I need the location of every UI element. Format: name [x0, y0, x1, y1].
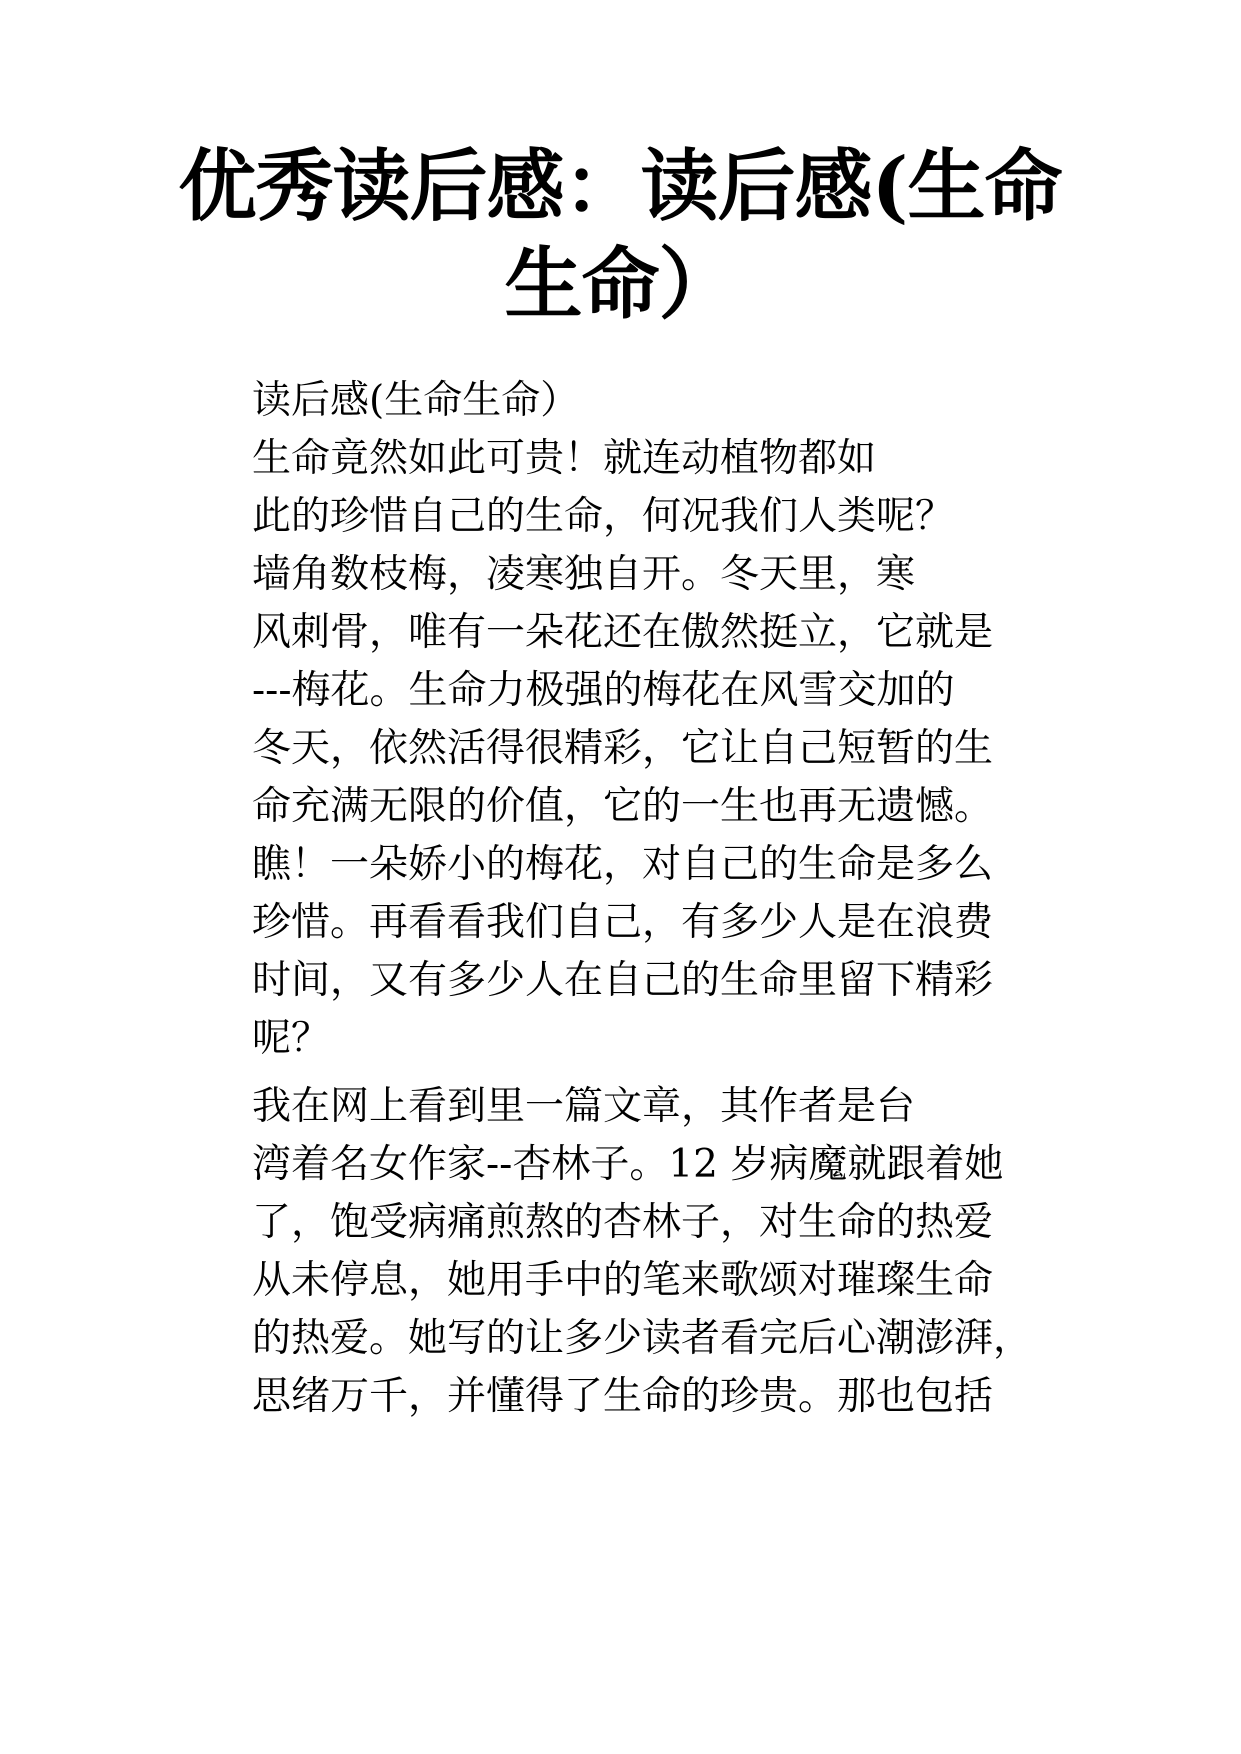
paragraph-line: 的热爱。她写的让多少读者看完后心潮澎湃，	[252, 1316, 1033, 1361]
paragraph-1	[170, 430, 960, 546]
paragraph-line: 风刺骨，唯有一朵花还在傲然挺立，它就是	[252, 610, 994, 655]
paragraph-line: 墙角数枝梅，凌寒独自开。冬天里，寒	[252, 552, 916, 597]
paragraph-line: 时间，又有多少人在自己的生命里留下精彩	[252, 958, 994, 1003]
paragraph-line: 了，饱受病痛煎熬的杏林子，对生命的热爱	[252, 1200, 994, 1245]
paragraph-line: 此的珍惜自己的生命，何况我们人类呢？	[252, 494, 955, 539]
paragraph-line: 呢？	[252, 1016, 331, 1061]
paragraph-line: 我在网上看到里一篇文章，其作者是台	[252, 1084, 916, 1129]
paragraph-line: 命充满无限的价值，它的一生也再无遗憾。	[252, 784, 994, 829]
paragraph-line: 从未停息，她用手中的笔来歌颂对璀璨生命	[252, 1258, 994, 1303]
title-line: 生命）	[504, 239, 736, 330]
paragraph-2	[170, 546, 994, 1068]
document-body	[170, 372, 1033, 1426]
paragraph-line: 生命竟然如此可贵！就连动植物都如	[252, 436, 877, 481]
title-line: 优秀读后感：读后感(生命	[178, 141, 1062, 232]
paragraph-line: 珍惜。再看看我们自己，有多少人是在浪费	[252, 900, 994, 945]
paragraph-line: 瞧！一朵娇小的梅花，对自己的生命是多么	[252, 842, 994, 887]
paragraph-line: ---梅花。生命力极强的梅花在风雪交加的	[252, 668, 955, 713]
paragraph-3	[170, 1078, 1033, 1426]
paragraph-line: 思绪万千，并懂得了生命的珍贵。那也包括	[252, 1374, 994, 1419]
paragraph-line: 湾着名女作家--杏林子。12 岁病魔就跟着她	[252, 1142, 1004, 1187]
document-title	[170, 138, 1070, 334]
paragraph-line: 冬天，依然活得很精彩，它让自己短暂的生	[252, 726, 994, 771]
section-heading: 读后感(生命生命）	[252, 378, 580, 423]
